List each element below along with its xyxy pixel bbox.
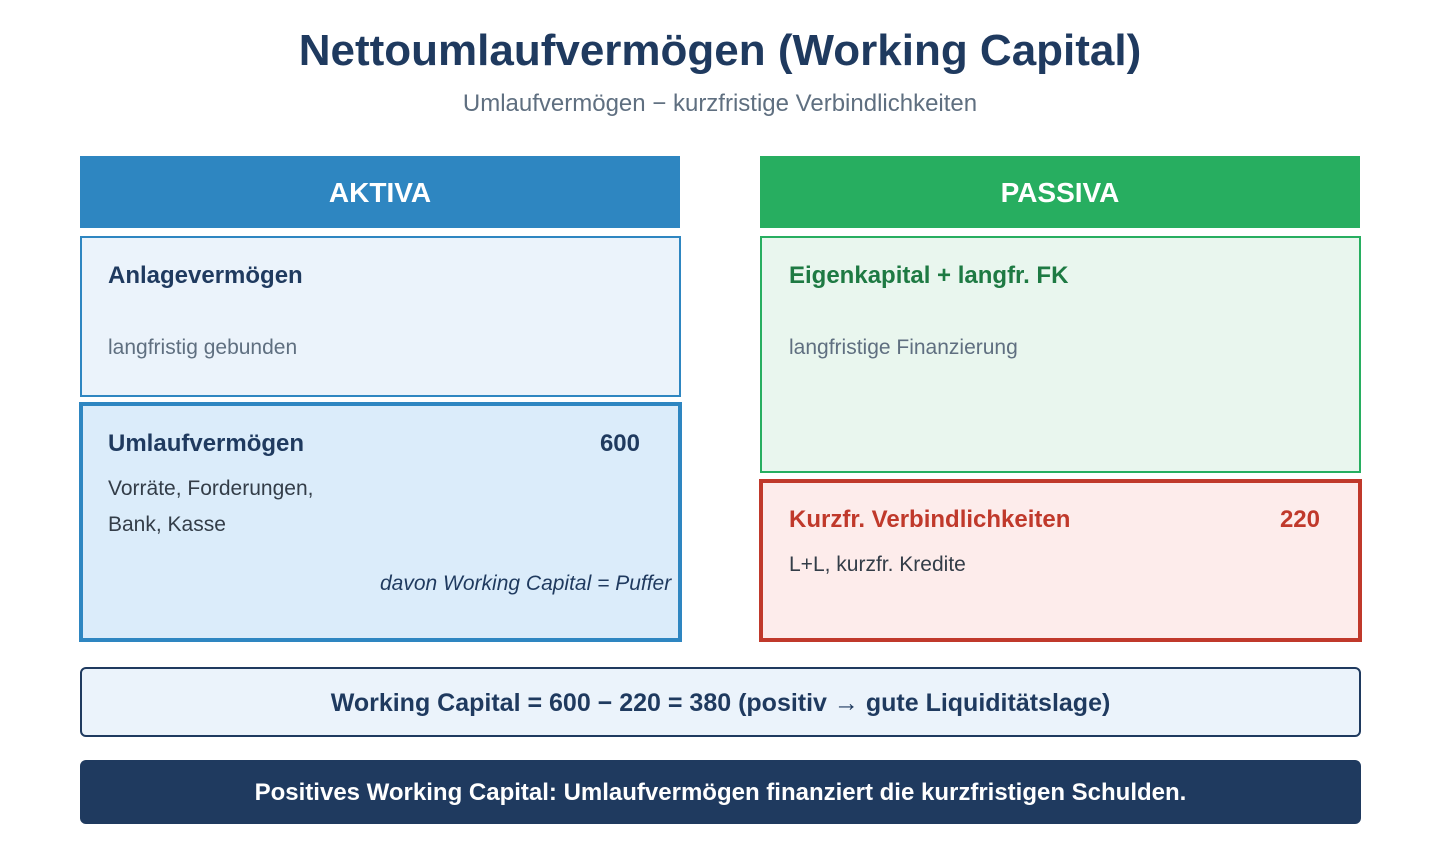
umlaufvermoegen-desc-line1: Vorräte, Forderungen, [108, 477, 314, 500]
page-title: Nettoumlaufvermögen (Working Capital) [298, 26, 1142, 75]
kurzfristige-verbindlichkeiten-label: Kurzfr. Verbindlichkeiten [789, 506, 1071, 533]
umlaufvermoegen-value: 600 [599, 430, 640, 457]
anlagevermoegen-label: Anlagevermögen [108, 262, 303, 289]
eigenkapital-label: Eigenkapital + langfr. FK [789, 262, 1069, 289]
kurzfristige-verbindlichkeiten-desc: L+L, kurzfr. Kredite [789, 553, 966, 576]
anlagevermoegen-desc: langfristig gebunden [108, 336, 298, 359]
anlagevermoegen-box [80, 236, 681, 397]
passiva-header: PASSIVA [760, 156, 1360, 228]
page-subtitle: Umlaufvermögen − kurzfristige Verbindlichkeiten [462, 90, 978, 117]
umlaufvermoegen-label: Umlaufvermögen [108, 430, 305, 457]
kurzfristige-verbindlichkeiten-value: 220 [1279, 506, 1320, 533]
eigenkapital-desc: langfristige Finanzierung [789, 336, 1018, 359]
working-capital-note: davon Working Capital = Puffer [380, 572, 672, 595]
umlaufvermoegen-desc-line2: Bank, Kasse [108, 513, 226, 536]
aktiva-header: AKTIVA [80, 156, 680, 228]
summary-banner: Positives Working Capital: Umlaufvermögen finanziert die kurzfristigen Schulden. [80, 760, 1361, 824]
working-capital-formula: Working Capital = 600 − 220 = 380 (positiv → gute Liquiditätslage) [80, 667, 1361, 737]
